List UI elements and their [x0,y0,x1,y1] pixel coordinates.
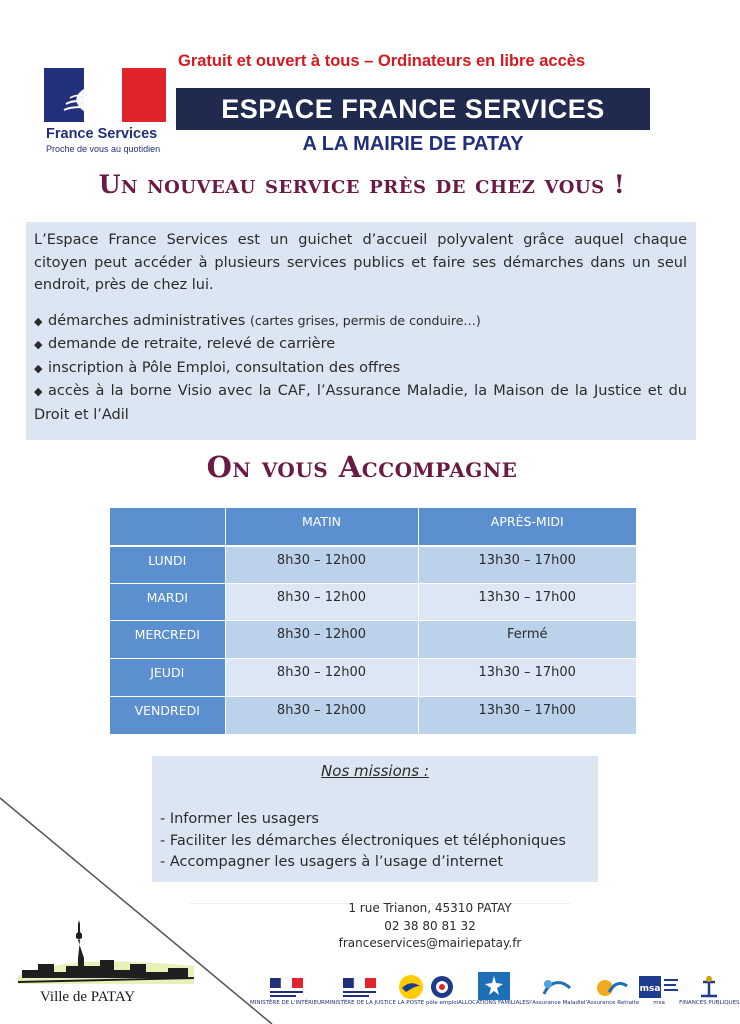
assurance-maladie-icon [540,976,574,1000]
msa-icon [639,974,679,1000]
partners-logos [250,962,740,1006]
list-item: ◆ demande de retraite, relevé de carrière [34,333,687,357]
partner-msa: msa msa [639,962,679,1006]
assurance-retraite-icon [595,976,629,1000]
section-heading-accompagne: On vous Accompagne [206,450,518,484]
afternoon-cell: 13h30 – 17h00 [418,696,636,734]
day-cell: VENDREDI [110,696,225,734]
morning-cell: 8h30 – 12h00 [225,583,418,621]
services-list [34,310,687,427]
town-name: Ville de PATAY [40,989,136,1005]
list-item: - Faciliter les démarches électroniques et téléphoniques [160,832,566,849]
morning-cell: 8h30 – 12h00 [225,621,418,659]
partner-assurance-retraite: l'Assurance Retraite [584,962,639,1006]
marianne-small-icon [270,978,304,1000]
section-heading-service: Un nouveau service près de chez vous ! [98,170,626,199]
partner-justice: MINISTÈRE DE LA JUSTICE [325,962,396,1006]
table-header-afternoon: APRÈS-MIDI [418,508,636,546]
afternoon-cell: Fermé [418,621,636,659]
finances-publiques-icon [697,974,721,1000]
day-cell: MARDI [110,583,225,621]
table-header-row [110,508,636,546]
intro-paragraph: L’Espace France Services est un guichet d’accueil polyvalent grâce auquel chaque citoyen peut accéder à plusieurs services publics et faire ses démarches dans un seul endroit, près de chez lui. [34,232,687,293]
afternoon-cell: 13h30 – 17h00 [418,583,636,621]
diamond-bullet-icon: ◆ [34,314,43,328]
partner-finances-publiques: FINANCES PUBLIQUES [679,962,739,1006]
list-item: ◆ démarches administratives (cartes grises, permis de conduire…) [34,310,687,334]
morning-cell: 8h30 – 12h00 [225,659,418,697]
table-row [110,621,636,659]
table-header-morning: MATIN [225,508,418,546]
day-cell: MERCREDI [110,621,225,659]
svg-text:msa: msa [639,984,661,994]
list-item: - Accompagner les usagers à l’usage d’internet [160,854,504,870]
logo-name: France Services [46,126,158,142]
diamond-bullet-icon: ◆ [34,385,43,398]
marianne-small-icon [343,978,377,1000]
town-logo [18,920,194,1010]
diamond-bullet-icon: ◆ [34,361,43,375]
table-row [110,696,636,734]
afternoon-cell: 13h30 – 17h00 [418,546,636,584]
caf-icon [478,972,510,1000]
address: 1 rue Trianon, 45310 PATAY [348,901,512,915]
list-item: ◆ accès à la borne Visio avec la CAF, l’Assurance Maladie, la Maison de la Justice et du Droit et l’Adil [34,383,687,423]
tagline: Gratuit et ouvert à tous – Ordinateurs en libre accès [178,52,586,70]
partner-caf: ALLOCATIONS FAMILIALES [458,962,529,1006]
flag-logo-icon [44,68,166,122]
church-silhouette-icon [18,920,194,990]
list-item: - Informer les usagers [160,811,319,827]
afternoon-cell: 13h30 – 17h00 [418,659,636,697]
table-row [110,583,636,621]
title-banner [176,88,650,130]
day-cell: JEUDI [110,659,225,697]
day-cell: LUNDI [110,546,225,584]
intro-box [26,222,696,440]
pole-emploi-icon [429,974,455,1000]
logo-subtitle: Proche de vous au quotidien [46,144,161,154]
email-link[interactable]: franceservices@mairiepatay.fr [338,936,522,950]
list-item: ◆ inscription à Pôle Emploi, consultation des offres [34,357,687,381]
phone: 02 38 80 81 32 [384,918,476,933]
morning-cell: 8h30 – 12h00 [225,546,418,584]
partner-laposte: LA POSTE [396,962,426,1006]
partner-interieur: MINISTÈRE DE L'INTÉRIEUR [250,962,325,1006]
table-row [110,659,636,697]
marianne-icon [58,74,148,118]
france-services-logo [44,68,170,158]
page-title: ESPACE FRANCE SERVICES [221,93,605,124]
partner-assurance-maladie: l'Assurance Maladie [529,962,584,1006]
missions-title: Nos missions : [321,762,429,780]
opening-hours-table [110,508,636,734]
table-header-day [110,508,225,546]
morning-cell: 8h30 – 12h00 [225,696,418,734]
diamond-bullet-icon: ◆ [34,338,43,351]
page-subtitle: A LA MAIRIE DE PATAY [302,133,524,155]
la-poste-bird-icon [396,974,426,1000]
table-row [110,546,636,584]
partner-pole-emploi: pôle emploi [426,962,458,1006]
contact-block [300,900,560,953]
